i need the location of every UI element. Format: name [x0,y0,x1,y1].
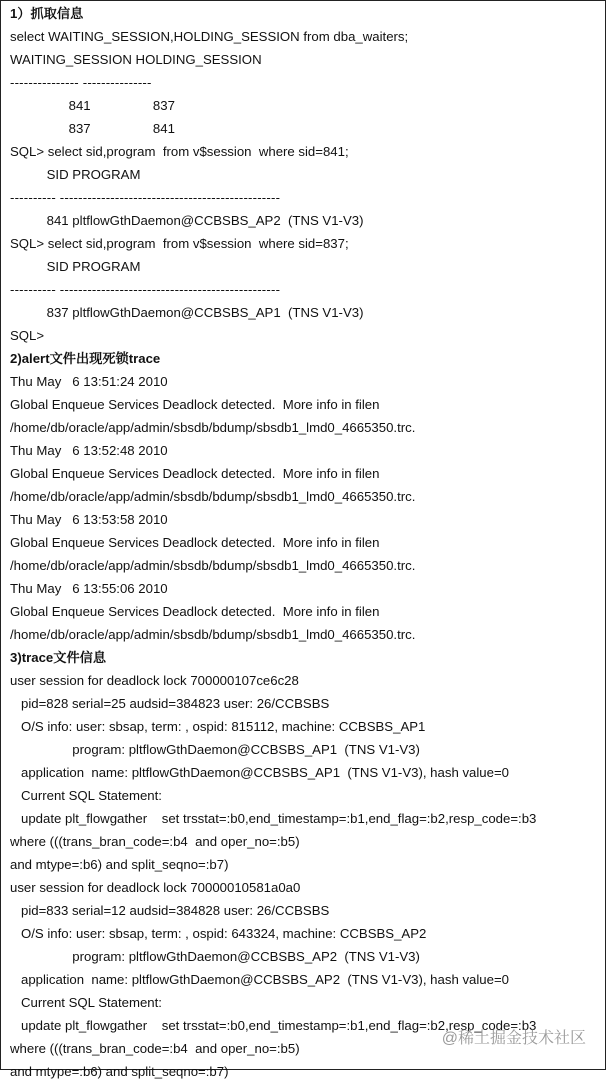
text-line: and mtype=:b6) and split_seqno=:b7) [10,853,228,876]
text-line: ---------- ------------------------------------------------ [10,278,280,301]
text-line: Current SQL Statement: [10,991,162,1014]
text-line: select WAITING_SESSION,HOLDING_SESSION from dba_waiters; [10,25,408,48]
text-line: update plt_flowgather set trsstat=:b0,end_timestamp=:b1,end_flag=:b2,resp_code=:b3 [10,807,536,830]
text-line: program: pltflowGthDaemon@CCBSBS_AP2 (TNS V1-V3) [10,945,420,968]
text-line: Thu May 6 13:55:06 2010 [10,577,168,600]
text-line: pid=833 serial=12 audsid=384828 user: 26/CCBSBS [10,899,329,922]
text-line: O/S info: user: sbsap, term: , ospid: 643324, machine: CCBSBS_AP2 [10,922,426,945]
text-line: Thu May 6 13:52:48 2010 [10,439,168,462]
text-line: where (((trans_bran_code=:b4 and oper_no=:b5) [10,830,300,853]
text-line: --------------- --------------- [10,71,152,94]
text-line: Current SQL Statement: [10,784,162,807]
text-line: application name: pltflowGthDaemon@CCBSBS_AP2 (TNS V1-V3), hash value=0 [10,968,509,991]
text-line: SID PROGRAM [10,163,140,186]
text-line: /home/db/oracle/app/admin/sbsdb/bdump/sbsdb1_lmd0_4665350.trc. [10,485,415,508]
watermark: @稀土掘金技术社区 [442,1028,586,1050]
text-line: 841 pltflowGthDaemon@CCBSBS_AP2 (TNS V1-V3) [10,209,363,232]
text-line: ---------- ------------------------------------------------ [10,186,280,209]
text-line: application name: pltflowGthDaemon@CCBSBS_AP1 (TNS V1-V3), hash value=0 [10,761,509,784]
section-heading: 2)alert文件出现死锁trace [10,347,160,370]
text-line: Thu May 6 13:53:58 2010 [10,508,168,531]
text-line: update plt_flowgather set trsstat=:b0,end_timestamp=:b1,end_flag=:b2,resp_code=:b3 [10,1014,536,1037]
text-line: SID PROGRAM [10,255,140,278]
text-line: O/S info: user: sbsap, term: , ospid: 815112, machine: CCBSBS_AP1 [10,715,425,738]
text-line: 841 837 [10,94,175,117]
text-line: SQL> select sid,program from v$session where sid=837; [10,232,349,255]
text-line: Global Enqueue Services Deadlock detected. More info in filen [10,393,379,416]
text-line: pid=828 serial=25 audsid=384823 user: 26/CCBSBS [10,692,329,715]
text-line: where (((trans_bran_code=:b4 and oper_no=:b5) [10,1037,300,1060]
text-line: 837 841 [10,117,175,140]
text-line: /home/db/oracle/app/admin/sbsdb/bdump/sbsdb1_lmd0_4665350.trc. [10,554,415,577]
text-line: /home/db/oracle/app/admin/sbsdb/bdump/sbsdb1_lmd0_4665350.trc. [10,623,415,646]
text-line: WAITING_SESSION HOLDING_SESSION [10,48,262,71]
text-line: Global Enqueue Services Deadlock detected. More info in filen [10,462,379,485]
text-line: SQL> select sid,program from v$session where sid=841; [10,140,349,163]
text-line: user session for deadlock lock 700000107ce6c28 [10,669,299,692]
text-line: SQL> [10,324,44,347]
text-line: 837 pltflowGthDaemon@CCBSBS_AP1 (TNS V1-V3) [10,301,363,324]
section-heading: 1）抓取信息 [10,2,83,25]
section-heading: 3)trace文件信息 [10,646,106,669]
text-line: user session for deadlock lock 70000010581a0a0 [10,876,300,899]
text-line: /home/db/oracle/app/admin/sbsdb/bdump/sbsdb1_lmd0_4665350.trc. [10,416,415,439]
text-line: Global Enqueue Services Deadlock detected. More info in filen [10,531,379,554]
text-line: Global Enqueue Services Deadlock detected. More info in filen [10,600,379,623]
text-line: Thu May 6 13:51:24 2010 [10,370,168,393]
text-line: program: pltflowGthDaemon@CCBSBS_AP1 (TNS V1-V3) [10,738,420,761]
text-line: and mtype=:b6) and split_seqno=:b7) [10,1060,228,1083]
